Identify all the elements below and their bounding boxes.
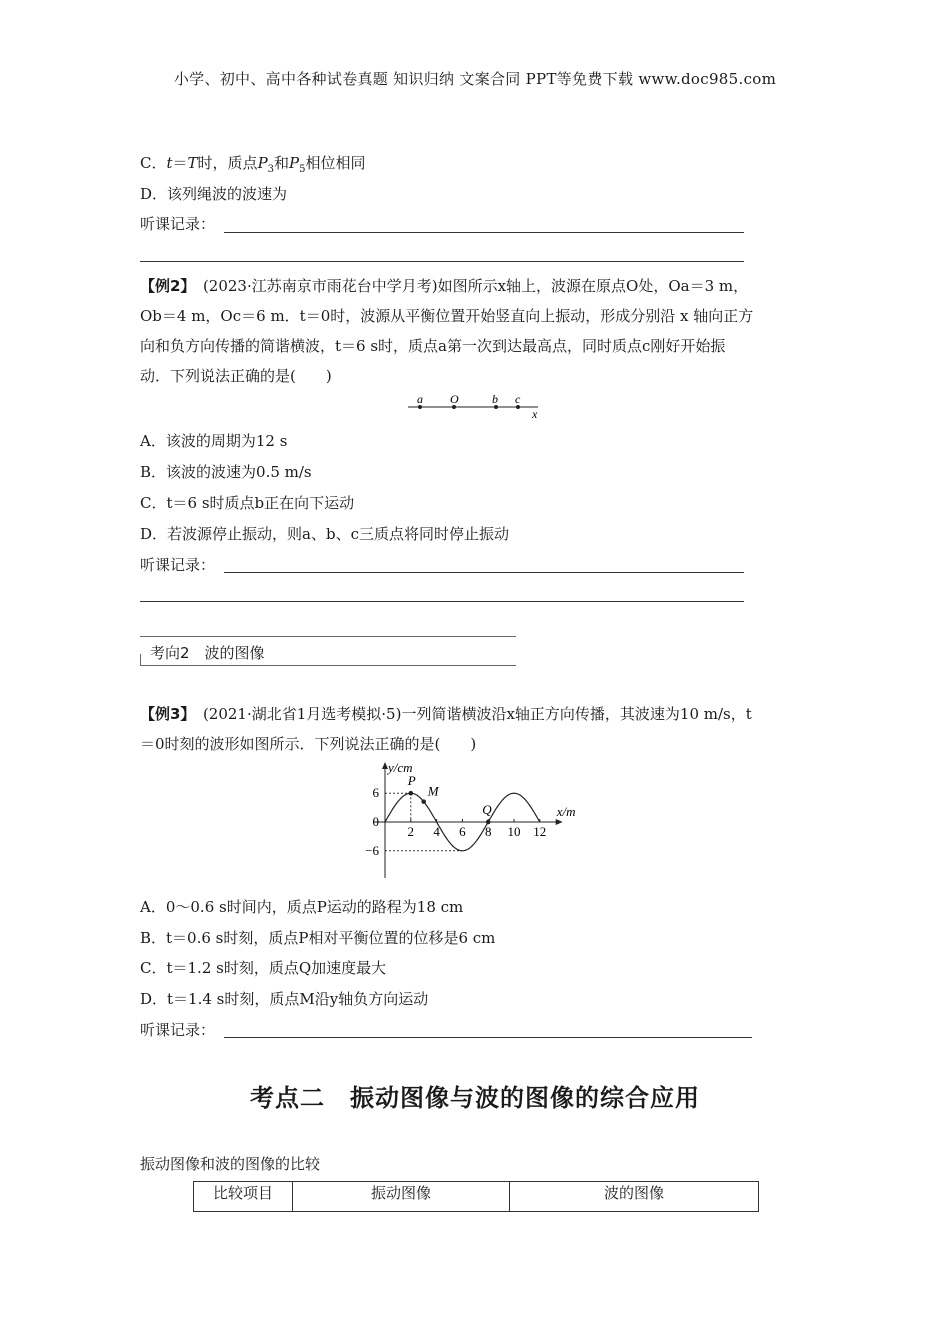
ex2-text-1: (2023·江苏南京市雨花台中学月考)如图所示x轴上，波源在原点O处，Oa＝3 m， bbox=[202, 277, 749, 295]
ex3-tag: 【例3】 bbox=[140, 705, 188, 723]
ex2-tag: 【例2】 bbox=[140, 277, 188, 295]
x-tick-label: 4 bbox=[433, 824, 440, 839]
point-p bbox=[409, 791, 414, 796]
ex2-record-line-2[interactable] bbox=[140, 601, 744, 602]
compare-title: 振动图像和波的图像的比较 bbox=[140, 1155, 321, 1173]
section-heading: 考向2 波的图像 bbox=[150, 644, 265, 662]
ex2-axis-figure bbox=[400, 390, 550, 422]
ex1-option-c: C．t＝T时，质点$P_3$和$P_5$相位相同 bbox=[140, 154, 366, 175]
label-c: c bbox=[515, 392, 521, 406]
y-axis-label: y/cm bbox=[388, 760, 413, 775]
x-tick-label: 12 bbox=[533, 824, 547, 839]
ex2-line1 bbox=[140, 275, 748, 296]
ex1-option-d: D．该列绳波的波速为 bbox=[140, 185, 288, 203]
ex3-option-a: A．0～0.6 s时间内，质点P运动的路程为18 cm bbox=[140, 898, 464, 916]
ex2-record-label: 听课记录： bbox=[140, 556, 216, 574]
point-label-m: M bbox=[427, 783, 439, 799]
y-tick-label: −6 bbox=[365, 842, 379, 858]
y-tick-label: 0 bbox=[372, 814, 379, 829]
ex3-line2: ＝0时刻的波形如图所示．下列说法正确的是( ) bbox=[140, 735, 477, 753]
ex3-record-line[interactable] bbox=[224, 1037, 752, 1038]
table-header-item: 比较项目 bbox=[194, 1182, 293, 1212]
x-tick-label: 8 bbox=[484, 824, 492, 839]
label-o: O bbox=[450, 392, 459, 406]
ex2-record-line-1[interactable] bbox=[224, 572, 744, 573]
ex3-text-1: (2021·湖北省1月选考模拟·5)一列简谐横波沿x轴正方向传播，其波速为10 m/s，t bbox=[202, 705, 752, 723]
x-tick-label: 2 bbox=[407, 824, 415, 839]
point-m bbox=[421, 799, 426, 804]
section-heading-box bbox=[140, 636, 516, 666]
point-q bbox=[486, 820, 491, 825]
kaodian-title: 考点二 振动图像与波的图像的综合应用 bbox=[250, 1084, 700, 1112]
ex2-option-c: C．t＝6 s时质点b正在向下运动 bbox=[140, 494, 355, 512]
y-tick-label: 6 bbox=[372, 785, 379, 801]
point-label-p: P bbox=[407, 773, 416, 789]
label-a: a bbox=[417, 392, 423, 406]
page-header: 小学、初中、高中各种试卷真题 知识归纳 文案合同 PPT等免费下载 www.doc985.com bbox=[173, 70, 777, 88]
ex2-line4: 动．下列说法正确的是( ) bbox=[140, 367, 332, 385]
label-b: b bbox=[492, 392, 498, 406]
x-axis-arrow bbox=[556, 819, 563, 825]
ex1-record-line-2[interactable] bbox=[140, 261, 744, 262]
x-tick-label: 6 bbox=[459, 824, 466, 839]
ex2-line3: 向和负方向传播的简谐横波，t＝6 s时，质点a第一次到达最高点，同时质点c刚好开始振 bbox=[140, 337, 726, 355]
table-header-wave: 波的图像 bbox=[510, 1182, 759, 1212]
ex1-record-line-1[interactable] bbox=[224, 232, 744, 233]
ex3-option-c: C．t＝1.2 s时刻，质点Q加速度最大 bbox=[140, 959, 387, 977]
compare-table bbox=[193, 1181, 759, 1212]
ex3-option-d: D．t＝1.4 s时刻，质点M沿y轴负方向运动 bbox=[140, 990, 429, 1008]
ex3-option-b: B．t＝0.6 s时刻，质点P相对平衡位置的位移是6 cm bbox=[140, 929, 496, 947]
ex2-option-d: D．若波源停止振动，则a、b、c三质点将同时停止振动 bbox=[140, 525, 509, 543]
ex2-option-a: A．该波的周期为12 s bbox=[140, 432, 288, 450]
ex2-line2: Ob＝4 m，Oc＝6 m．t＝0时，波源从平衡位置开始竖直向上振动，形成分别沿 x 轴向正方 bbox=[140, 307, 754, 325]
wave-chart bbox=[345, 758, 605, 883]
x-axis-label: x/m bbox=[556, 804, 576, 819]
table-row bbox=[194, 1182, 759, 1212]
ex2-option-b: B．该波的波速为0.5 m/s bbox=[140, 463, 312, 481]
point-label-q: Q bbox=[482, 802, 492, 817]
x-tick-label: 10 bbox=[507, 824, 521, 839]
ex1-record-label: 听课记录： bbox=[140, 215, 216, 233]
table-header-vibration: 振动图像 bbox=[293, 1182, 510, 1212]
ex3-line1 bbox=[140, 703, 752, 724]
label-x: x bbox=[532, 407, 538, 421]
ex3-record-label: 听课记录： bbox=[140, 1021, 216, 1039]
